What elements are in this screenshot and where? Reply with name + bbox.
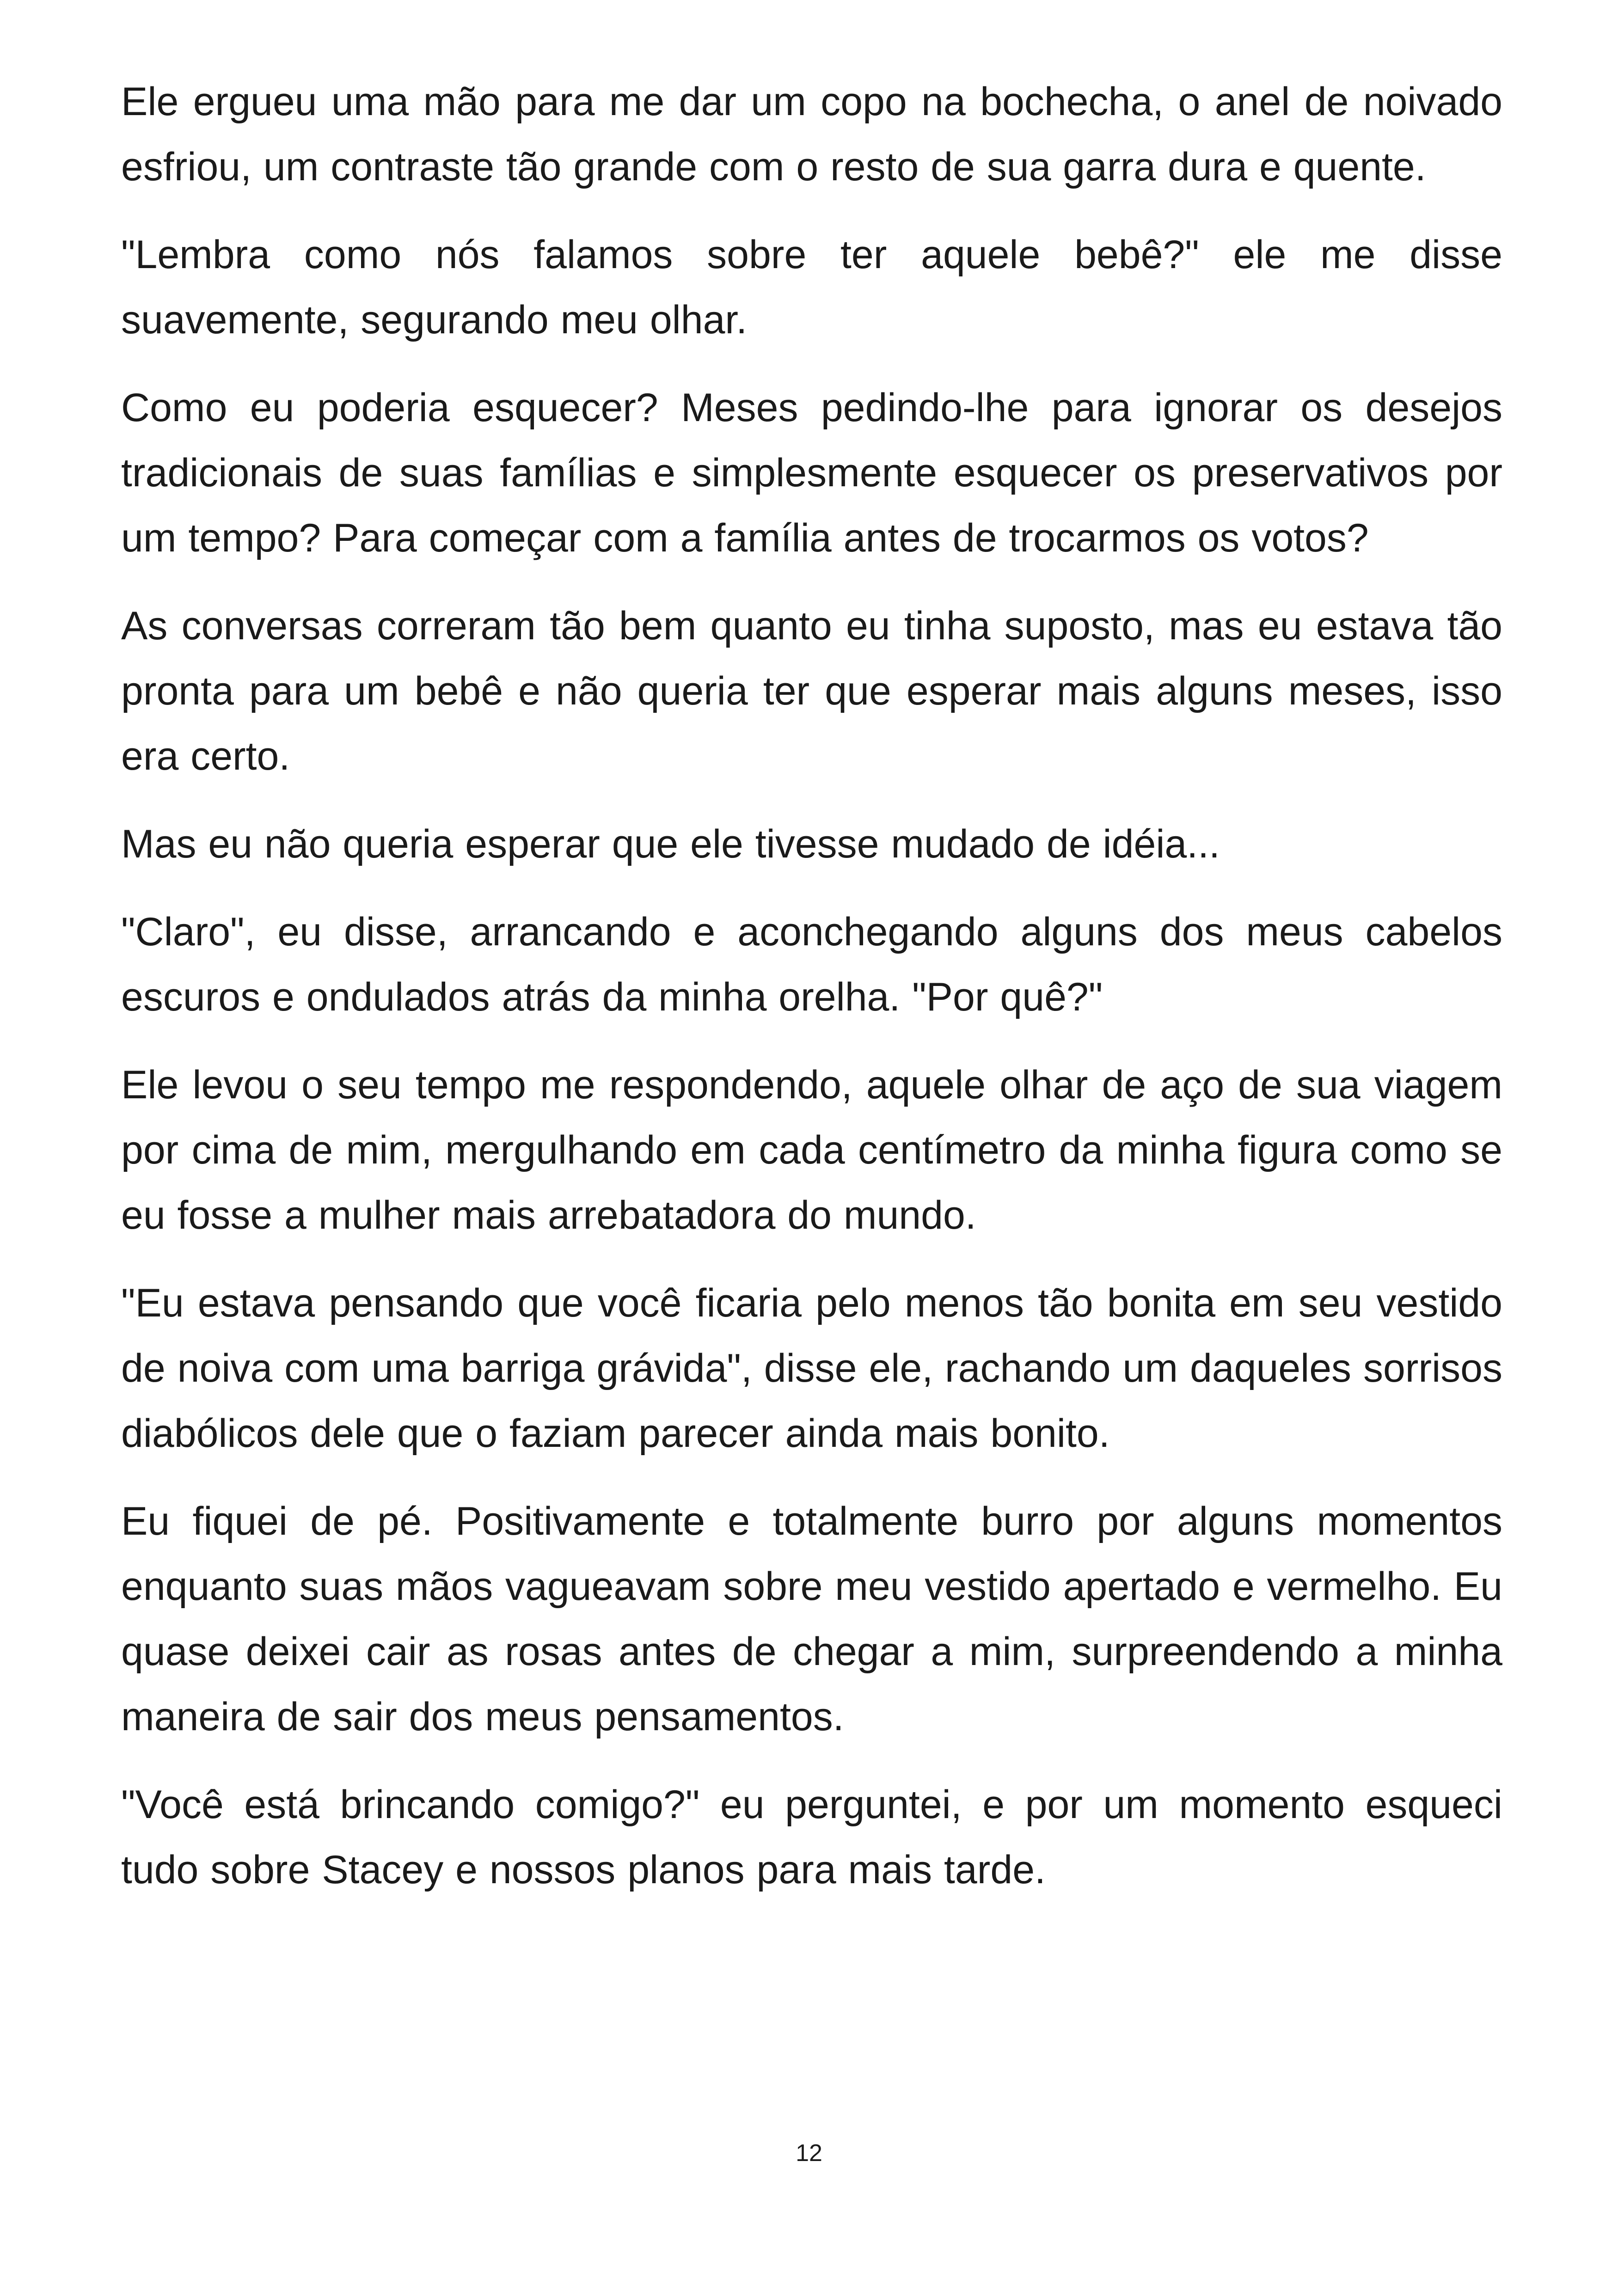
paragraph-1: Ele ergueu uma mão para me dar um copo na bochecha, o anel de noivado esfriou, um contraste tão grande com o resto de sua garra dura e quente.: [121, 80, 1502, 189]
paragraph-3: Como eu poderia esquecer? Meses pedindo-lhe para ignorar os desejos tradicionais de suas famílias e simplesmente esquecer os preservativos por um tempo? Para começar com a família antes de trocarmos os votos?: [121, 386, 1502, 560]
body-text: [121, 69, 1502, 1925]
paragraph-2: "Lembra como nós falamos sobre ter aquele bebê?" ele me disse suavemente, segurando meu olhar.: [121, 233, 1502, 342]
paragraph-7: Ele levou o seu tempo me respondendo, aquele olhar de aço de sua viagem por cima de mim, mergulhando em cada centímetro da minha figura como se eu fosse a mulher mais arrebatadora do mundo.: [121, 1063, 1502, 1237]
page-number: 12: [796, 2140, 822, 2167]
paragraph-8: "Eu estava pensando que você ficaria pelo menos tão bonita em seu vestido de noiva com uma barriga grávida", disse ele, rachando um daqueles sorrisos diabólicos dele que o faziam parecer ainda mais bonito.: [121, 1281, 1502, 1456]
paragraph-4: As conversas correram tão bem quanto eu tinha suposto, mas eu estava tão pronta para um bebê e não queria ter que esperar mais alguns meses, isso era certo.: [121, 604, 1502, 778]
paragraph-6: "Claro", eu disse, arrancando e aconchegando alguns dos meus cabelos escuros e ondulados atrás da minha orelha. "Por quê?": [121, 910, 1502, 1019]
paragraph-5: Mas eu não queria esperar que ele tivesse mudado de idéia...: [121, 822, 1220, 866]
paragraph-10: "Você está brincando comigo?" eu perguntei, e por um momento esqueci tudo sobre Stacey e nossos planos para mais tarde.: [121, 1782, 1502, 1892]
paragraph-9: Eu fiquei de pé. Positivamente e totalmente burro por alguns momentos enquanto suas mãos vagueavam sobre meu vestido apertado e vermelho. Eu quase deixei cair as rosas antes de chegar a mim, surpreendendo a minha maneira de sair dos meus pensamentos.: [121, 1499, 1502, 1739]
